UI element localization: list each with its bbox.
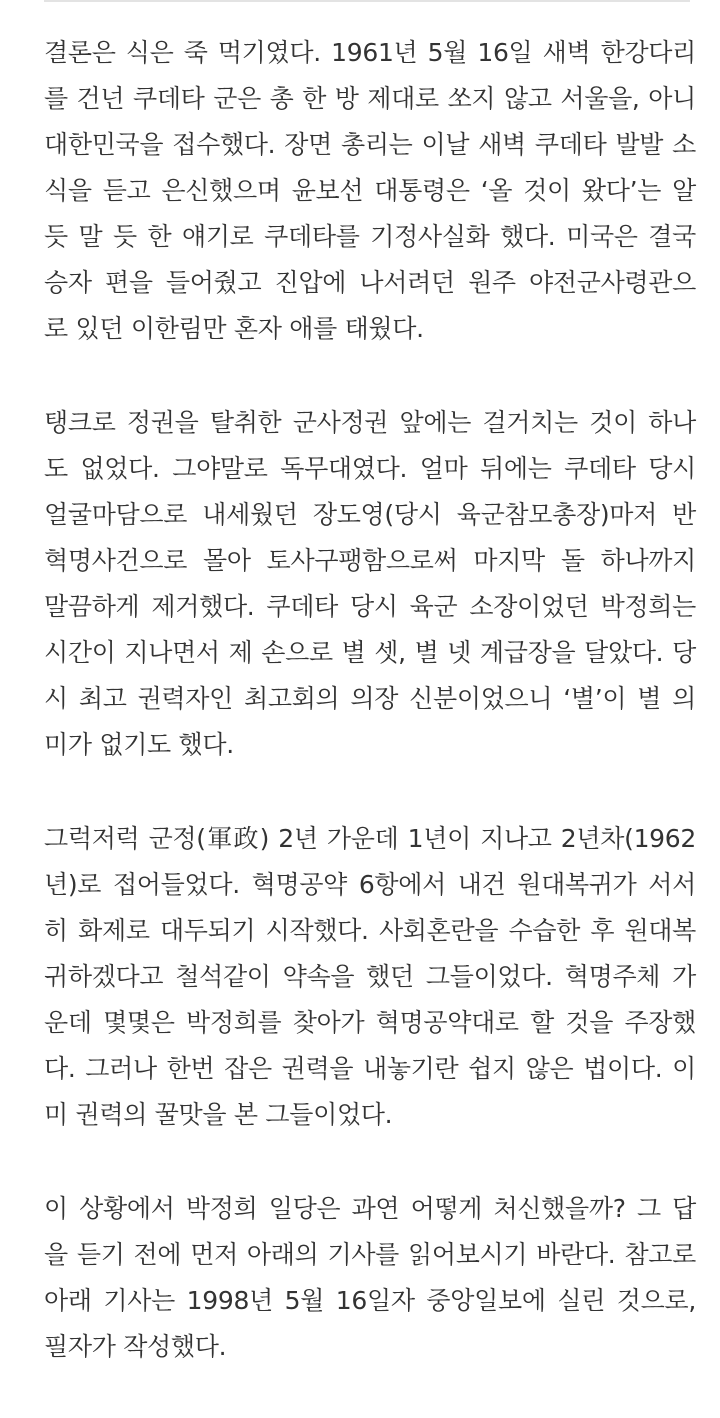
text-line: 식을 듣고 은신했으며 윤보선 대통령은 ‘올 것이 왔다’는 알 — [44, 176, 696, 205]
text-line: 이 상황에서 박정희 일당은 과연 어떻게 처신했을까? 그 답 — [44, 1194, 696, 1223]
paragraph-return-to-barracks — [44, 816, 696, 1138]
text-line: 얼굴마담으로 내세웠던 장도영(당시 육군참모총장)마저 반 — [44, 500, 696, 529]
text-line: 말끔하게 제거했다. 쿠데타 당시 육군 소장이었던 박정희는 — [44, 592, 696, 621]
text-line: 을 듣기 전에 먼저 아래의 기사를 읽어보시기 바란다. 참고로 — [44, 1240, 696, 1269]
text-line: 그럭저럭 군정(軍政) 2년 가운데 1년이 지나고 2년차(1962 — [44, 824, 696, 853]
paragraph-article-intro — [44, 1186, 696, 1370]
top-divider — [44, 0, 690, 2]
text-line: 아래 기사는 1998년 5월 16일자 중앙일보에 실린 것으로, — [44, 1286, 696, 1315]
text-line: 미가 없기도 했다. — [44, 730, 234, 759]
text-line: 혁명사건으로 몰아 토사구팽함으로써 마지막 돌 하나까지 — [44, 546, 696, 575]
text-line: 시 최고 권력자인 최고회의 의장 신분이었으니 ‘별’이 별 의 — [44, 684, 696, 713]
text-line: 귀하겠다고 철석같이 약속을 했던 그들이었다. 혁명주체 가 — [44, 962, 696, 991]
text-line: 시간이 지나면서 제 손으로 별 셋, 별 넷 계급장을 달았다. 당 — [44, 638, 696, 667]
text-line: 로 있던 이한림만 혼자 애를 태웠다. — [44, 314, 424, 343]
text-line: 미 권력의 꿀맛을 본 그들이었다. — [44, 1100, 393, 1129]
text-line: 다. 그러나 한번 잡은 권력을 내놓기란 쉽지 않은 법이다. 이 — [44, 1054, 696, 1083]
article-body — [44, 30, 696, 1418]
text-line: 히 화제로 대두되기 시작했다. 사회혼란을 수습한 후 원대복 — [44, 916, 696, 945]
text-line: 도 없었다. 그야말로 독무대였다. 얼마 뒤에는 쿠데타 당시 — [44, 454, 696, 483]
text-line: 승자 편을 들어줬고 진압에 나서려던 원주 야전군사령관으 — [44, 268, 696, 297]
paragraph-coup-day — [44, 30, 696, 352]
text-line: 탱크로 정권을 탈취한 군사정권 앞에는 걸거치는 것이 하나 — [44, 408, 696, 437]
text-line: 운데 몇몇은 박정희를 찾아가 혁명공약대로 할 것을 주장했 — [44, 1008, 696, 1037]
paragraph-military-regime — [44, 400, 696, 768]
text-line: 듯 말 듯 한 얘기로 쿠데타를 기정사실화 했다. 미국은 결국 — [44, 222, 696, 251]
text-line: 년)로 접어들었다. 혁명공약 6항에서 내건 원대복귀가 서서 — [44, 870, 696, 899]
text-line: 결론은 식은 죽 먹기였다. 1961년 5월 16일 새벽 한강다리 — [44, 38, 696, 67]
text-line: 대한민국을 접수했다. 장면 총리는 이날 새벽 쿠데타 발발 소 — [44, 130, 696, 159]
text-line: 를 건넌 쿠데타 군은 총 한 방 제대로 쏘지 않고 서울을, 아니 — [44, 84, 696, 113]
text-line: 필자가 작성했다. — [44, 1332, 227, 1361]
